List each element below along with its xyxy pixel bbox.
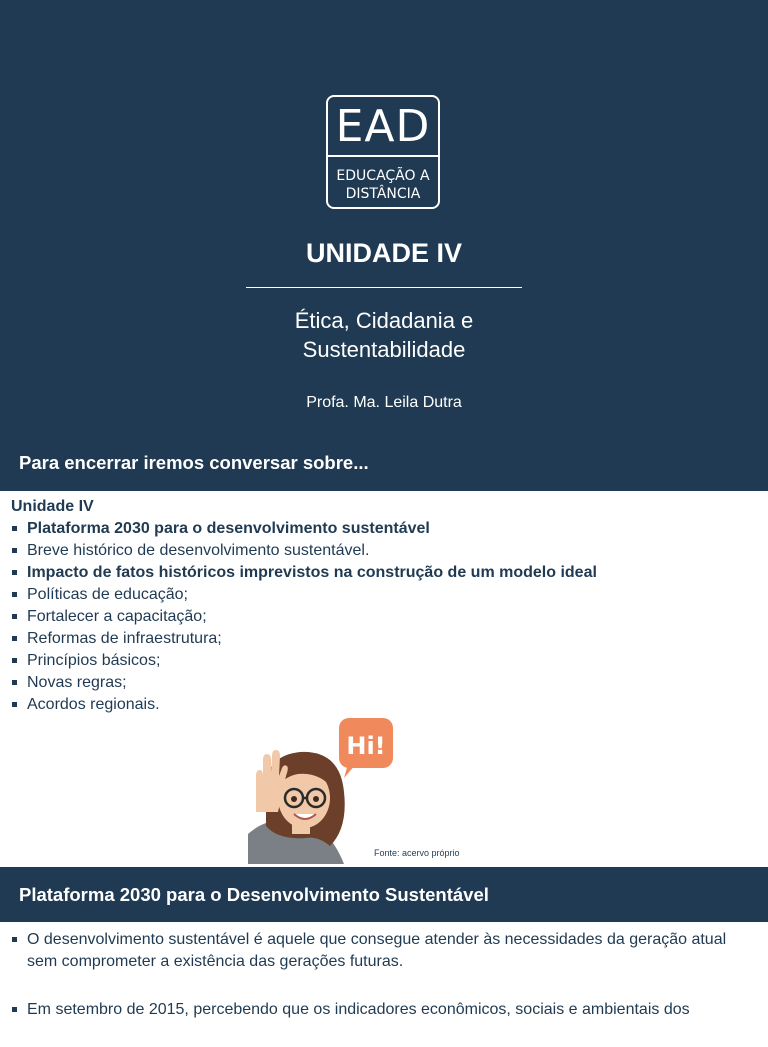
logo-subtitle-line1: EDUCAÇÃO A: [336, 168, 430, 184]
body-paragraph: [11, 999, 759, 1021]
slide-header-2: Plataforma 2030 para o Desenvolvimento Sustentável: [0, 867, 768, 922]
agenda-item-text: Breve histórico de desenvolvimento sustentável.: [27, 542, 370, 559]
agenda-item-text: Impacto de fatos históricos imprevistos na construção de um modelo ideal: [27, 564, 597, 581]
agenda-item: [11, 694, 756, 716]
agenda-item: [11, 628, 756, 650]
agenda: [11, 496, 756, 716]
agenda-item: [11, 540, 756, 562]
bullet-icon: [12, 592, 17, 597]
slide-body: [11, 929, 759, 1047]
title-divider: [246, 287, 522, 288]
logo-subtitle-line2: DISTÂNCIA: [345, 186, 421, 202]
subject-title: [0, 306, 768, 364]
bullet-icon: [12, 658, 17, 663]
bullet-icon: [12, 636, 17, 641]
agenda-item-text: Novas regras;: [27, 674, 127, 691]
bullet-icon: [12, 570, 17, 575]
agenda-item: [11, 518, 756, 540]
bullet-icon: [12, 548, 17, 553]
bullet-icon: [12, 1007, 17, 1012]
agenda-item: [11, 672, 756, 694]
body-paragraph-text: Em setembro de 2015, percebendo que os indicadores econômicos, sociais e ambientais dos: [27, 1001, 690, 1018]
bullet-icon: [12, 526, 17, 531]
bullet-icon: [12, 702, 17, 707]
logo-divider: [328, 155, 438, 157]
body-paragraph-text: O desenvolvimento sustentável é aquele que consegue atender às necessidades da geração atual sem comprometer a existência das gerações futuras.: [27, 931, 727, 970]
agenda-item: [11, 562, 756, 584]
unit-title: UNIDADE IV: [305, 238, 462, 268]
avatar-illustration: [248, 716, 398, 864]
cover-slide: [0, 0, 768, 438]
subject-line-1: Ética, Cidadania e: [294, 308, 474, 333]
agenda-item-text: Plataforma 2030 para o desenvolvimento sustentável: [27, 520, 430, 537]
agenda-item-text: Fortalecer a capacitação;: [27, 608, 207, 625]
agenda-item-text: Reformas de infraestrutura;: [27, 630, 222, 647]
agenda-list: [11, 518, 756, 716]
agenda-item: [11, 606, 756, 628]
image-caption: Fonte: acervo próprio: [374, 848, 460, 858]
teacher-name: Profa. Ma. Leila Dutra: [306, 394, 462, 411]
logo-wordmark: EAD: [335, 101, 431, 152]
bullet-icon: [12, 937, 17, 942]
agenda-item: [11, 650, 756, 672]
slide-header: Para encerrar iremos conversar sobre...: [0, 438, 768, 491]
agenda-item-text: Acordos regionais.: [27, 696, 160, 713]
agenda-item-text: Princípios básicos;: [27, 652, 161, 669]
body-list: [11, 929, 759, 1021]
agenda-item: [11, 584, 756, 606]
avatar-svg: [248, 716, 398, 864]
bubble-text: Hi!: [346, 732, 386, 760]
subject-line-2: Sustentabilidade: [302, 337, 466, 362]
ead-logo: [326, 95, 440, 209]
body-paragraph: [11, 929, 759, 973]
bullet-icon: [12, 614, 17, 619]
speech-bubble-icon: [339, 718, 393, 778]
agenda-heading: Unidade IV: [11, 498, 94, 515]
bullet-icon: [12, 680, 17, 685]
agenda-item-text: Políticas de educação;: [27, 586, 188, 603]
